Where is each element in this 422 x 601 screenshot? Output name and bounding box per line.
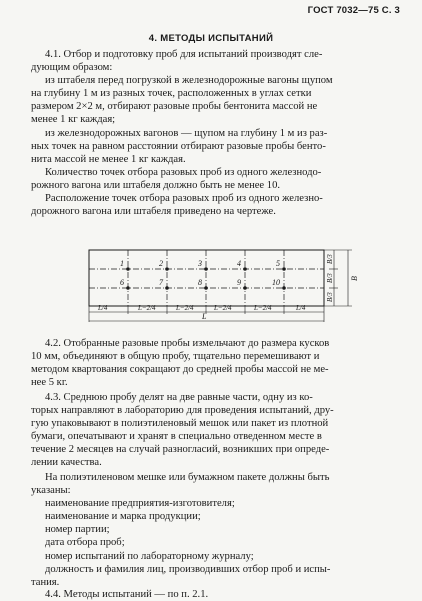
text-line: ных точек на равном расстоянии отбирают разовые пробы бенто-: [31, 140, 326, 152]
list-item: тания.: [31, 576, 60, 588]
text-line: рожного вагона или штабеля должно быть не менее 10.: [31, 179, 281, 191]
list-item: номер партии;: [45, 524, 110, 536]
list-item: наименование и марка продукции;: [45, 511, 201, 523]
text-line: на глубину 1 м из разных точек, расположенных в углах сетки: [31, 88, 312, 100]
sampling-point: [126, 286, 130, 290]
list-item: наименование предприятия-изготовителя;: [45, 498, 235, 510]
text-line: Количество точек отбора разовых проб из одного железнодо-: [45, 166, 322, 178]
text-line: дорожного вагона или штабеля приведено на чертеже.: [31, 206, 276, 218]
text-line: гую упаковывают в полиэтиленовый мешок или пакет из плотной: [31, 418, 329, 430]
paragraph-4-4: [31, 588, 403, 601]
list-item: дата отбора проб;: [45, 537, 125, 549]
dim-label: L−2/4: [176, 304, 194, 312]
point-label: 4: [237, 259, 241, 268]
text-line: указаны:: [31, 485, 71, 497]
text-line: бумаги, опечатывают и хранят в специально отведенном месте в: [31, 431, 322, 443]
text-line: торых направляют в лабораторию для проведения испытаний, дру-: [31, 405, 334, 417]
text-line: из железнодорожных вагонов — щупом на глубину 1 м из раз-: [45, 127, 328, 139]
dim-label: L−2/4: [254, 304, 272, 312]
text-line: менее 1 кг каждая;: [31, 114, 116, 126]
point-label: 7: [159, 278, 163, 287]
page-header: ГОСТ 7032—75 С. 3: [307, 5, 400, 16]
dim-label: L/4: [296, 304, 306, 312]
dim-label-b3: В/3: [326, 254, 334, 264]
text-line: 4.1. Отбор и подготовку проб для испытаний производят сле-: [45, 49, 323, 60]
paragraph-4-2: [31, 337, 403, 389]
text-line: методом квартования сокращают до средней пробы массой не ме-: [31, 364, 329, 376]
text-line: из штабеля перед погрузкой в железнодорожные вагоны щупом: [45, 75, 333, 87]
sampling-point: [243, 267, 247, 271]
sampling-point: [204, 286, 208, 290]
dim-label-b: В: [350, 276, 359, 281]
wagon-outline: [89, 250, 324, 306]
dim-label-l: L: [202, 312, 207, 321]
point-label: 8: [198, 278, 202, 287]
text-line: 4.4. Методы испытаний — по п. 2.1.: [45, 589, 209, 600]
sampling-point: [243, 286, 247, 290]
text-line: На полиэтиленовом мешке или бумажном пакете должны быть: [45, 472, 330, 483]
text-line: 10 мм, объединяют в общую пробу, тщательно перемешивают и: [31, 351, 320, 363]
paragraph-4-1: [31, 48, 403, 218]
text-line: 4.2. Отобранные разовые пробы измельчают до размера кусков: [45, 338, 330, 349]
text-line: дующим образом:: [31, 62, 113, 74]
dim-label: L−2/4: [214, 304, 232, 312]
point-label: 10: [272, 278, 280, 287]
text-line: 4.3. Среднюю пробу делят на две равные части, одну из ко-: [45, 392, 313, 403]
sampling-point: [282, 286, 286, 290]
text-line: Расположение точек отбора разовых проб из одного железно-: [45, 193, 323, 205]
dim-label: L/4: [98, 304, 108, 312]
text-line: размером 2×2 м, отбирают разовые пробы бентонита массой не: [31, 101, 318, 113]
list-item: должность и фамилия лиц, производивших отбор проб и испы-: [45, 563, 331, 575]
sampling-point: [165, 286, 169, 290]
section-title: 4. МЕТОДЫ ИСПЫТАНИЙ: [148, 33, 274, 44]
point-label: 3: [198, 259, 202, 268]
sampling-point: [204, 267, 208, 271]
text-line: нита массой не менее 1 кг каждая.: [31, 153, 186, 165]
dim-label-b3: В/3: [326, 273, 334, 283]
sampling-point: [165, 267, 169, 271]
point-label: 2: [159, 259, 163, 268]
paragraph-labeling: [31, 471, 403, 589]
sampling-points-drawing: [74, 248, 374, 326]
point-label: 9: [237, 278, 241, 287]
text-line: нее 5 кг.: [31, 377, 68, 389]
point-label: 5: [276, 259, 280, 268]
sampling-point: [282, 267, 286, 271]
list-item: номер испытаний по лабораторному журналу;: [45, 550, 254, 562]
paragraph-4-3: [31, 391, 403, 470]
dim-label-b3: В/3: [326, 292, 334, 302]
point-label: 6: [120, 278, 124, 287]
dim-label: L−2/4: [138, 304, 156, 312]
text-line: течение 2 месяцев на случай разногласий, возникших при опреде-: [31, 444, 330, 456]
text-line: лении качества.: [31, 457, 102, 469]
sampling-point: [126, 267, 130, 271]
point-label: 1: [120, 259, 124, 268]
